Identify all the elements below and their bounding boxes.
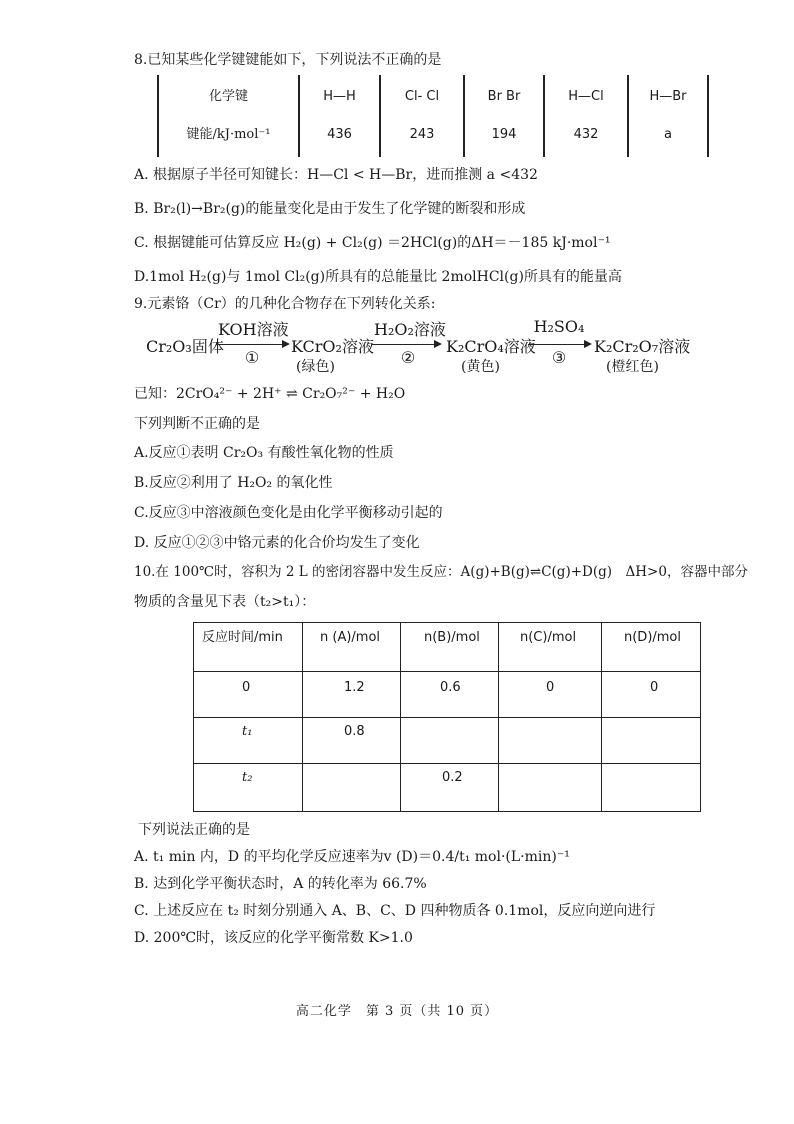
q9-stem: 9.元素铬（Cr）的几种化合物存在下列转化关系: xyxy=(134,296,436,312)
q10-header-time: 反应时间/min xyxy=(202,630,283,645)
q10-option-d: D. 200℃时，该反应的化学平衡常数 K>1.0 xyxy=(134,930,413,946)
q9-option-b: B.反应②利用了 H₂O₂ 的氧化性 xyxy=(134,475,333,491)
q8-bond-hbr: H—Br xyxy=(649,89,687,104)
q10-r3-time: t₂ xyxy=(242,770,253,785)
scheme-cr2o3: Cr₂O₃固体 xyxy=(146,337,224,356)
q8-stem: 8.已知某些化学键键能如下，下列说法不正确的是 xyxy=(134,52,442,68)
q10-data-table xyxy=(193,622,701,812)
scheme-arrow1-step: ① xyxy=(244,348,260,367)
scheme-kcro2: KCrO₂溶液 xyxy=(291,337,374,356)
scheme-k2cro4-color: (黄色) xyxy=(461,359,500,375)
q10-r1-na: 1.2 xyxy=(344,680,365,695)
q10-r1-nc: 0 xyxy=(546,680,555,695)
q9-option-c: C.反应③中溶液颜色变化是由化学平衡移动引起的 xyxy=(134,505,443,521)
q10-r1-nd: 0 xyxy=(650,680,659,695)
q10-header-nc: n(C)/mol xyxy=(520,630,577,645)
scheme-arrow3-step: ③ xyxy=(551,348,567,367)
q8-row2-header: 键能/kJ·mol⁻¹ xyxy=(186,127,271,142)
q8-energy-clcl: 243 xyxy=(409,127,435,142)
q10-option-b: B. 达到化学平衡状态时，A 的转化率为 66.7% xyxy=(134,876,427,892)
q9-prompt: 下列判断不正确的是 xyxy=(134,416,260,432)
q10-prompt: 下列说法正确的是 xyxy=(138,822,250,838)
q9-option-d: D. 反应①②③中铬元素的化合价均发生了变化 xyxy=(134,535,420,551)
scheme-arrow1 xyxy=(216,344,288,345)
scheme-arrow1-reagent: KOH溶液 xyxy=(218,320,289,339)
q10-header-na: n (A)/mol xyxy=(320,630,381,645)
q8-bond-energy-table xyxy=(157,75,709,157)
q8-bond-brbr: Br Br xyxy=(487,89,521,104)
q8-bond-hh: H—H xyxy=(323,89,356,104)
scheme-arrow3 xyxy=(528,344,590,345)
q8-energy-hh: 436 xyxy=(327,127,352,142)
scheme-k2cr2o7-color: (橙红色) xyxy=(606,359,659,375)
q9-known-equilibrium: 已知：2CrO₄²⁻ + 2H⁺ ⇌ Cr₂O₇²⁻ + H₂O xyxy=(134,386,406,402)
scheme-k2cro4: K₂CrO₄溶液 xyxy=(446,337,536,356)
q8-bond-clcl: Cl- Cl xyxy=(404,89,440,104)
q10-stem-line1: 10.在 100℃时，容积为 2 L 的密闭容器中发生反应：A(g)+B(g)⇌C(g)+D(g) ΔH>0，容器中部分 xyxy=(134,564,748,580)
scheme-arrow2-step: ② xyxy=(400,348,416,367)
q8-bond-hcl: H—Cl xyxy=(568,89,604,104)
q8-energy-hbr: a xyxy=(664,127,672,142)
q10-option-c: C. 上述反应在 t₂ 时刻分别通入 A、B、C、D 四种物质各 0.1mol，反应向逆向进行 xyxy=(134,903,656,919)
q10-r2-na: 0.8 xyxy=(344,724,365,739)
q8-option-a: A. 根据原子半径可知键长：H—Cl < H—Br，进而推测 a <432 xyxy=(134,167,538,183)
q8-energy-hcl: 432 xyxy=(573,127,599,142)
q10-header-nb: n(B)/mol xyxy=(424,630,480,645)
q10-r2-time: t₁ xyxy=(242,724,253,739)
q10-stem-line2: 物质的含量见下表（t₂>t₁）： xyxy=(134,594,316,610)
scheme-arrow2-reagent: H₂O₂溶液 xyxy=(374,320,446,339)
scheme-k2cr2o7: K₂Cr₂O₇溶液 xyxy=(594,337,691,356)
q9-conversion-scheme xyxy=(146,317,691,380)
q9-option-a: A.反应①表明 Cr₂O₃ 有酸性氧化物的性质 xyxy=(134,445,394,461)
q8-option-b: B. Br₂(l)→Br₂(g)的能量变化是由于发生了化学键的断裂和形成 xyxy=(134,201,526,217)
q10-r1-time: 0 xyxy=(242,680,251,695)
q10-header-nd: n(D)/mol xyxy=(624,630,682,645)
q10-option-a: A. t₁ min 内，D 的平均化学反应速率为v (D)＝0.4/t₁ mol·(L·min)⁻¹ xyxy=(134,849,570,865)
q8-energy-brbr: 194 xyxy=(491,127,517,142)
q10-r3-nb: 0.2 xyxy=(442,770,463,785)
q8-option-d: D.1mol H₂(g)与 1mol Cl₂(g)所具有的总能量比 2molHCl(g)所具有的能量高 xyxy=(134,269,622,285)
scheme-arrow3-reagent: H₂SO₄ xyxy=(533,317,585,336)
q8-row1-header: 化学键 xyxy=(208,89,248,104)
scheme-kcro2-color: (绿色) xyxy=(296,359,335,375)
q10-r1-nb: 0.6 xyxy=(440,680,461,695)
q8-option-c: C. 根据键能可估算反应 H₂(g) + Cl₂(g) ＝2HCl(g)的ΔH＝－185 kJ·mol⁻¹ xyxy=(134,235,611,251)
scheme-arrow2 xyxy=(372,344,440,345)
page-footer: 高二化学 第 3 页（共 10 页） xyxy=(295,1004,499,1019)
